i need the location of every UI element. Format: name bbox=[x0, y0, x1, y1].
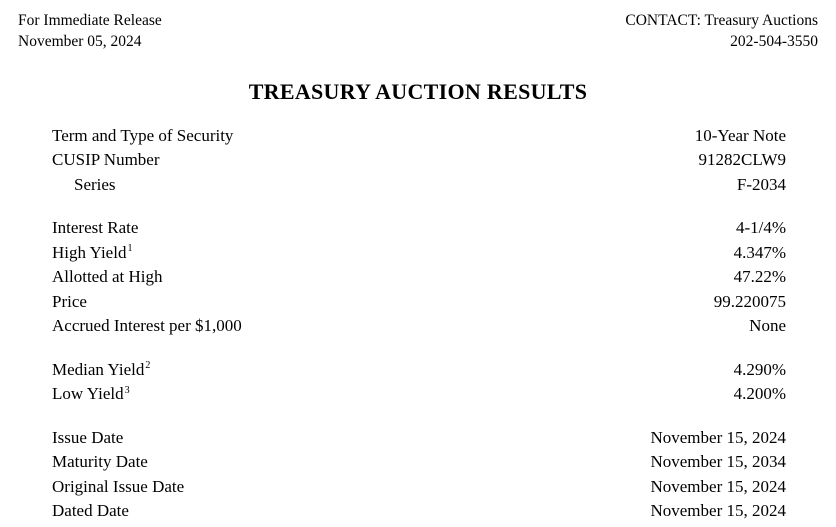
spacer-cell bbox=[48, 200, 788, 219]
row-label: Low Yield$^3$ bbox=[52, 384, 130, 404]
release-line: For Immediate Release bbox=[18, 12, 162, 29]
row-value: November 15, 2024 bbox=[650, 501, 786, 521]
row-label: Median Yield$^2$ bbox=[52, 359, 151, 379]
table-row bbox=[48, 244, 788, 269]
table-row bbox=[48, 453, 788, 478]
header-right-block bbox=[625, 10, 818, 53]
row-label: High Yield$^1$ bbox=[52, 242, 133, 262]
spacer-cell bbox=[48, 342, 788, 361]
row-value: 4.347% bbox=[733, 242, 786, 262]
table-spacer-row bbox=[48, 200, 788, 219]
table-row bbox=[48, 361, 788, 386]
row-label: Series bbox=[74, 174, 116, 194]
table-row bbox=[48, 151, 788, 176]
row-label: Accrued Interest per $1,000 bbox=[52, 316, 242, 336]
contact-line: CONTACT: Treasury Auctions bbox=[625, 12, 818, 29]
table-row bbox=[48, 176, 788, 201]
row-value: 10-Year Note bbox=[694, 125, 786, 145]
row-value: November 15, 2024 bbox=[650, 476, 786, 496]
row-label: Dated Date bbox=[52, 501, 129, 521]
row-value: November 15, 2034 bbox=[650, 452, 786, 472]
footnote-marker: 1 bbox=[127, 243, 133, 255]
footnote-marker: 2 bbox=[145, 360, 151, 372]
row-label: Issue Date bbox=[52, 427, 124, 447]
row-value: 4.290% bbox=[733, 359, 786, 379]
row-label: Price bbox=[52, 291, 87, 311]
document-header bbox=[18, 10, 818, 53]
header-left-block bbox=[18, 10, 162, 53]
footnote-marker: 3 bbox=[124, 384, 130, 396]
table-row bbox=[48, 429, 788, 454]
table-row bbox=[48, 219, 788, 244]
row-label: CUSIP Number bbox=[52, 150, 160, 170]
page-title: TREASURY AUCTION RESULTS bbox=[248, 78, 588, 104]
table-row bbox=[48, 478, 788, 503]
row-label: Allotted at High bbox=[52, 267, 163, 287]
row-value: 4.200% bbox=[733, 384, 786, 404]
row-value: 47.22% bbox=[733, 267, 786, 287]
row-label: Interest Rate bbox=[52, 218, 139, 238]
table-row bbox=[48, 293, 788, 318]
row-label: Original Issue Date bbox=[52, 476, 185, 496]
auction-results-body bbox=[48, 127, 788, 527]
table-row bbox=[48, 127, 788, 152]
row-label: Term and Type of Security bbox=[52, 125, 234, 145]
row-value: 91282CLW9 bbox=[698, 150, 786, 170]
row-label: Maturity Date bbox=[52, 452, 148, 472]
table-row bbox=[48, 317, 788, 342]
table-row bbox=[48, 268, 788, 293]
table-spacer-row bbox=[48, 342, 788, 361]
table-row bbox=[48, 385, 788, 410]
row-value: None bbox=[749, 316, 786, 336]
table-spacer-row bbox=[48, 410, 788, 429]
row-value: 99.220075 bbox=[713, 291, 786, 311]
row-value: 4-1/4% bbox=[735, 218, 786, 238]
row-value: F-2034 bbox=[736, 174, 786, 194]
spacer-cell bbox=[48, 410, 788, 429]
table-row bbox=[48, 502, 788, 527]
contact-phone: 202-504-3550 bbox=[730, 33, 818, 51]
row-value: November 15, 2024 bbox=[650, 427, 786, 447]
release-date: November 05, 2024 bbox=[18, 33, 142, 51]
auction-results-table bbox=[48, 127, 788, 527]
